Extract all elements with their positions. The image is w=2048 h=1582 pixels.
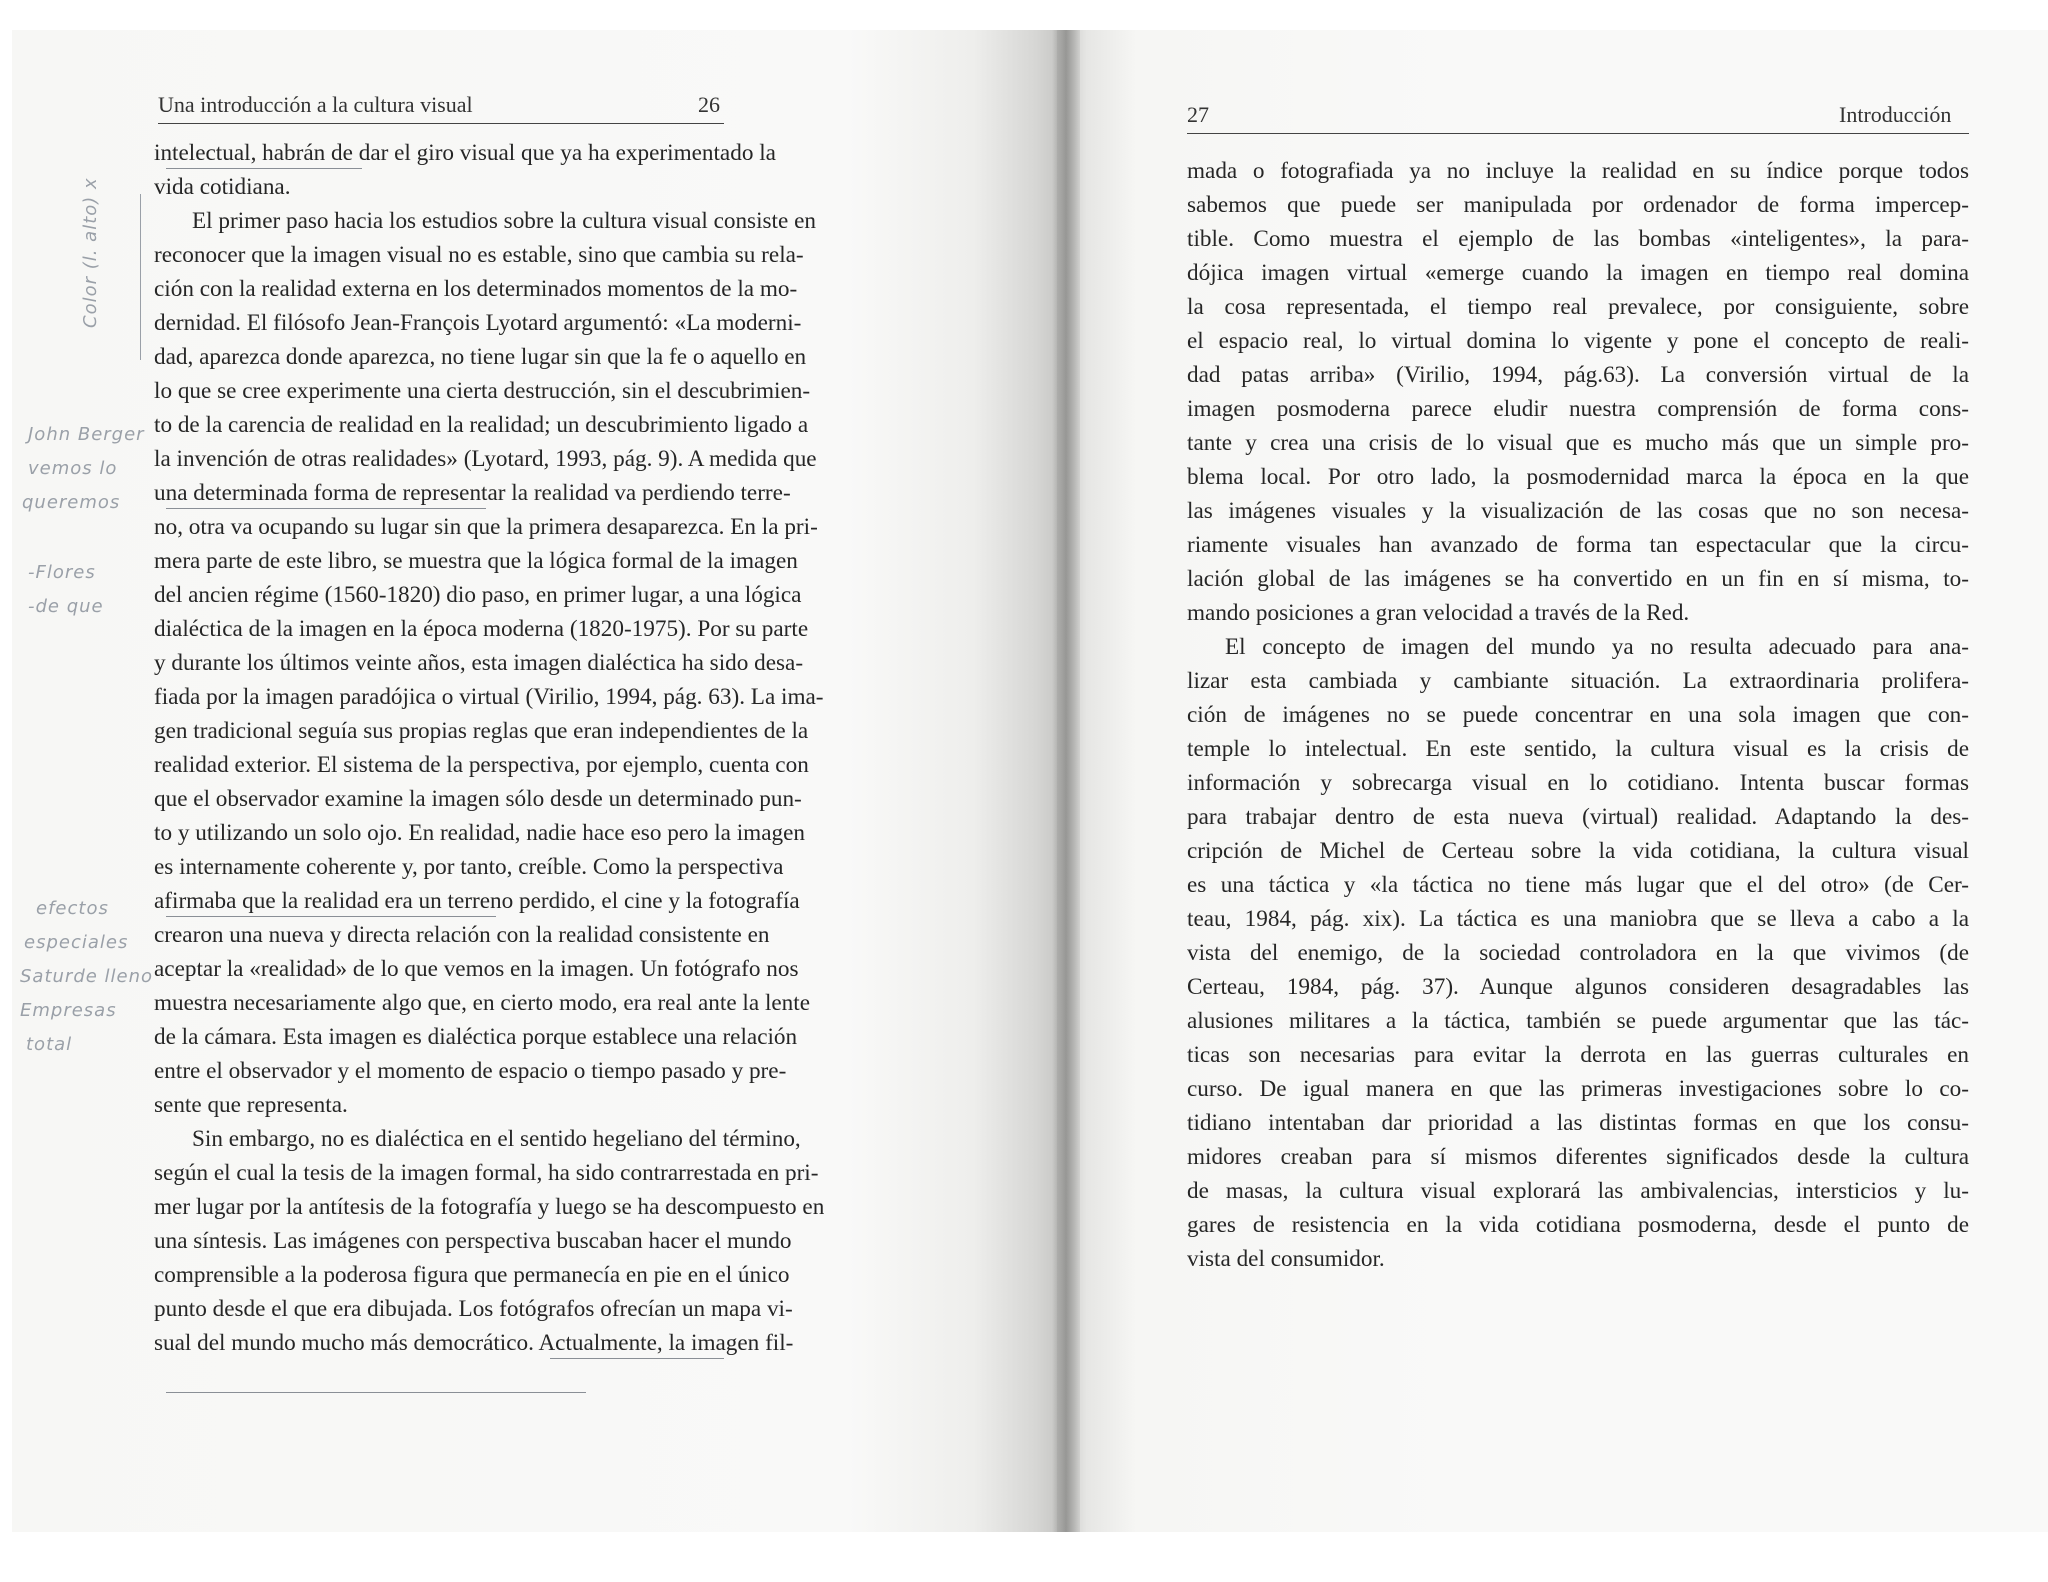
text-line: ción de imágenes no se puede concentrar en una sola imagen que con- xyxy=(1187,702,1969,728)
text-line: información y sobrecarga visual en lo cotidiano. Intenta buscar formas xyxy=(1187,770,1969,796)
margin-note-1: John Berger xyxy=(28,424,145,445)
text-line: intelectual, habrán de dar el giro visual que ya ha experimentado la xyxy=(154,140,776,166)
text-line: según el cual la tesis de la imagen formal, ha sido contrarrestada en pri- xyxy=(154,1160,819,1186)
text-line: sente que representa. xyxy=(154,1092,348,1118)
text-line: ticas son necesarias para evitar la derrota en las guerras culturales en xyxy=(1187,1042,1969,1068)
margin-note-9: Empresas xyxy=(20,1000,117,1021)
text-line: la cosa representada, el tiempo real prevalece, por consiguiente, sobre xyxy=(1187,294,1969,320)
text-line: El primer paso hacia los estudios sobre la cultura visual consiste en xyxy=(192,208,816,234)
running-title-left: Una introducción a la cultura visual xyxy=(158,92,473,117)
text-line: imagen posmoderna parece eludir nuestra comprensión de forma cons- xyxy=(1187,396,1969,422)
text-line: las imágenes visuales y la visualización de las cosas que no son necesa- xyxy=(1187,498,1969,524)
text-line: una determinada forma de representar la realidad va perdiendo terre- xyxy=(154,480,791,506)
underline-mark xyxy=(166,168,362,169)
text-line: de masas, la cultura visual explorará las ambivalencias, intersticios y lu- xyxy=(1187,1178,1969,1204)
text-line: afirmaba que la realidad era un terreno perdido, el cine y la fotografía xyxy=(154,888,800,914)
text-line: fiada por la imagen paradójica o virtual (Virilio, 1994, pág. 63). La ima- xyxy=(154,684,824,710)
text-line: realidad exterior. El sistema de la perspectiva, por ejemplo, cuenta con xyxy=(154,752,809,778)
text-line: sual del mundo mucho más democrático. Actualmente, la imagen fil- xyxy=(154,1330,794,1356)
text-line: cripción de Michel de Certeau sobre la vida cotidiana, la cultura visual xyxy=(1187,838,1969,864)
right-page-body xyxy=(1187,154,1969,1276)
text-line: curso. De igual manera en que las primeras investigaciones sobre lo co- xyxy=(1187,1076,1969,1102)
text-line: teau, 1984, pág. xix). La táctica es una maniobra que se lleva a cabo a la xyxy=(1187,906,1969,932)
text-line: lo que se cree experimente una cierta destrucción, sin el descubrimien- xyxy=(154,378,811,404)
right-page xyxy=(1057,30,2048,1532)
text-line: Sin embargo, no es dialéctica en el sentido hegeliano del término, xyxy=(192,1126,801,1152)
text-line: dad, aparezca donde aparezca, no tiene lugar sin que la fe o aquello en xyxy=(154,344,807,370)
text-line: para trabajar dentro de esta nueva (virtual) realidad. Adaptando la des- xyxy=(1187,804,1969,830)
margin-note-vertical: Color (l. alto) x xyxy=(80,177,101,328)
header-rule-right xyxy=(1187,133,1969,134)
underline-mark xyxy=(166,916,496,917)
book-spread xyxy=(12,30,2048,1532)
text-line: temple lo intelectual. En este sentido, la cultura visual es la crisis de xyxy=(1187,736,1969,762)
text-line: no, otra va ocupando su lugar sin que la primera desaparezca. En la pri- xyxy=(154,514,818,540)
text-line: muestra necesariamente algo que, en cierto modo, era real ante la lente xyxy=(154,990,811,1016)
text-line: dernidad. El filósofo Jean-François Lyotard argumentó: «La moderni- xyxy=(154,310,802,336)
text-line: la invención de otras realidades» (Lyotard, 1993, pág. 9). A medida que xyxy=(154,446,817,472)
page-number-left: 26 xyxy=(698,92,720,117)
text-line: lación global de las imágenes se ha convertido en un fin en sí misma, to- xyxy=(1187,566,1969,592)
text-line: vista del consumidor. xyxy=(1187,1246,1385,1272)
underline-mark xyxy=(166,1392,586,1393)
text-line: tante y crea una crisis de lo visual que es mucho más que un simple pro- xyxy=(1187,430,1969,456)
text-line: crearon una nueva y directa relación con la realidad consistente en xyxy=(154,922,770,948)
text-line: entre el observador y el momento de espacio o tiempo pasado y pre- xyxy=(154,1058,787,1084)
text-line: y durante los últimos veinte años, esta imagen dialéctica ha sido desa- xyxy=(154,650,804,676)
text-line: sabemos que puede ser manipulada por ordenador de forma impercep- xyxy=(1187,192,1969,218)
margin-note-7: especiales xyxy=(24,932,129,953)
left-page xyxy=(12,30,1057,1532)
text-line: gares de resistencia en la vida cotidiana posmoderna, desde el punto de xyxy=(1187,1212,1969,1238)
text-line: de la cámara. Esta imagen es dialéctica porque establece una relación xyxy=(154,1024,798,1050)
text-line: riamente visuales han avanzado de forma tan espectacular que la circu- xyxy=(1187,532,1969,558)
margin-note-2: vemos lo xyxy=(28,458,118,479)
text-line: to y utilizando un solo ojo. En realidad, nadie hace eso pero la imagen xyxy=(154,820,805,846)
text-line: mada o fotografiada ya no incluye la realidad en su índice porque todos xyxy=(1187,158,1969,184)
text-line: Certeau, 1984, pág. 37). Aunque algunos consideren desagradables las xyxy=(1187,974,1969,1000)
text-line: alusiones militares a la táctica, también se puede argumentar que las tác- xyxy=(1187,1008,1969,1034)
book-gutter-shadow xyxy=(1052,30,1080,1532)
text-line: el espacio real, lo virtual domina lo vigente y pone el concepto de reali- xyxy=(1187,328,1969,354)
text-line: tible. Como muestra el ejemplo de las bombas «inteligentes», la para- xyxy=(1187,226,1969,252)
text-line: dialéctica de la imagen en la época moderna (1820-1975). Por su parte xyxy=(154,616,809,642)
page-number-right: 27 xyxy=(1187,102,1209,127)
text-line: reconocer que la imagen visual no es estable, sino que cambia su rela- xyxy=(154,242,804,268)
text-line: El concepto de imagen del mundo ya no resulta adecuado para ana- xyxy=(1225,634,1969,660)
margin-note-8: Saturde lleno xyxy=(20,966,154,987)
underline-mark xyxy=(166,508,486,509)
text-line: mer lugar por la antítesis de la fotografía y luego se ha descompuesto en xyxy=(154,1194,825,1220)
header-rule-left xyxy=(158,123,724,124)
text-line: mera parte de este libro, se muestra que la lógica formal de la imagen xyxy=(154,548,798,574)
text-line: aceptar la «realidad» de lo que vemos en la imagen. Un fotógrafo nos xyxy=(154,956,799,982)
text-line: es una táctica y «la táctica no tiene más lugar que el del otro» (de Cer- xyxy=(1187,872,1969,898)
text-line: es internamente coherente y, por tanto, creíble. Como la perspectiva xyxy=(154,854,784,880)
text-line: punto desde el que era dibujada. Los fotógrafos ofrecían un mapa vi- xyxy=(154,1296,793,1322)
text-line: que el observador examine la imagen sólo desde un determinado pun- xyxy=(154,786,802,812)
margin-note-5: -de que xyxy=(28,596,104,617)
margin-note-6: efectos xyxy=(36,898,109,919)
text-line: ción con la realidad externa en los determinados momentos de la mo- xyxy=(154,276,798,302)
text-line: vista del enemigo, de la sociedad controladora en la que vivimos (de xyxy=(1187,940,1969,966)
text-line: blema local. Por otro lado, la posmodernidad marca la época en la que xyxy=(1187,464,1969,490)
margin-note-3: queremos xyxy=(22,492,121,513)
text-line: dad patas arriba» (Virilio, 1994, pág.63). La conversión virtual de la xyxy=(1187,362,1969,388)
text-line: dójica imagen virtual «emerge cuando la imagen en tiempo real domina xyxy=(1187,260,1969,286)
text-line: mando posiciones a gran velocidad a través de la Red. xyxy=(1187,600,1690,626)
text-line: una síntesis. Las imágenes con perspectiva buscaban hacer el mundo xyxy=(154,1228,792,1254)
text-line: vida cotidiana. xyxy=(154,174,291,200)
margin-bracket xyxy=(140,194,141,360)
margin-note-10: total xyxy=(26,1034,73,1055)
left-page-body xyxy=(154,136,825,1360)
text-line: tidiano intentaban dar prioridad a las distintas formas en que los consu- xyxy=(1187,1110,1969,1136)
text-line: comprensible a la poderosa figura que permanecía en pie en el único xyxy=(154,1262,790,1288)
margin-note-4: -Flores xyxy=(28,562,96,583)
running-title-right: Introducción xyxy=(1839,102,1952,127)
text-line: gen tradicional seguía sus propias reglas que eran independientes de la xyxy=(154,718,809,744)
text-line: midores creaban para sí mismos diferentes significados desde la cultura xyxy=(1187,1144,1969,1170)
text-line: lizar esta cambiada y cambiante situación. La extraordinaria prolifera- xyxy=(1187,668,1969,694)
underline-mark xyxy=(550,1358,724,1359)
text-line: del ancien régime (1560-1820) dio paso, en primer lugar, a una lógica xyxy=(154,582,802,608)
text-line: to de la carencia de realidad en la realidad; un descubrimiento ligado a xyxy=(154,412,809,438)
